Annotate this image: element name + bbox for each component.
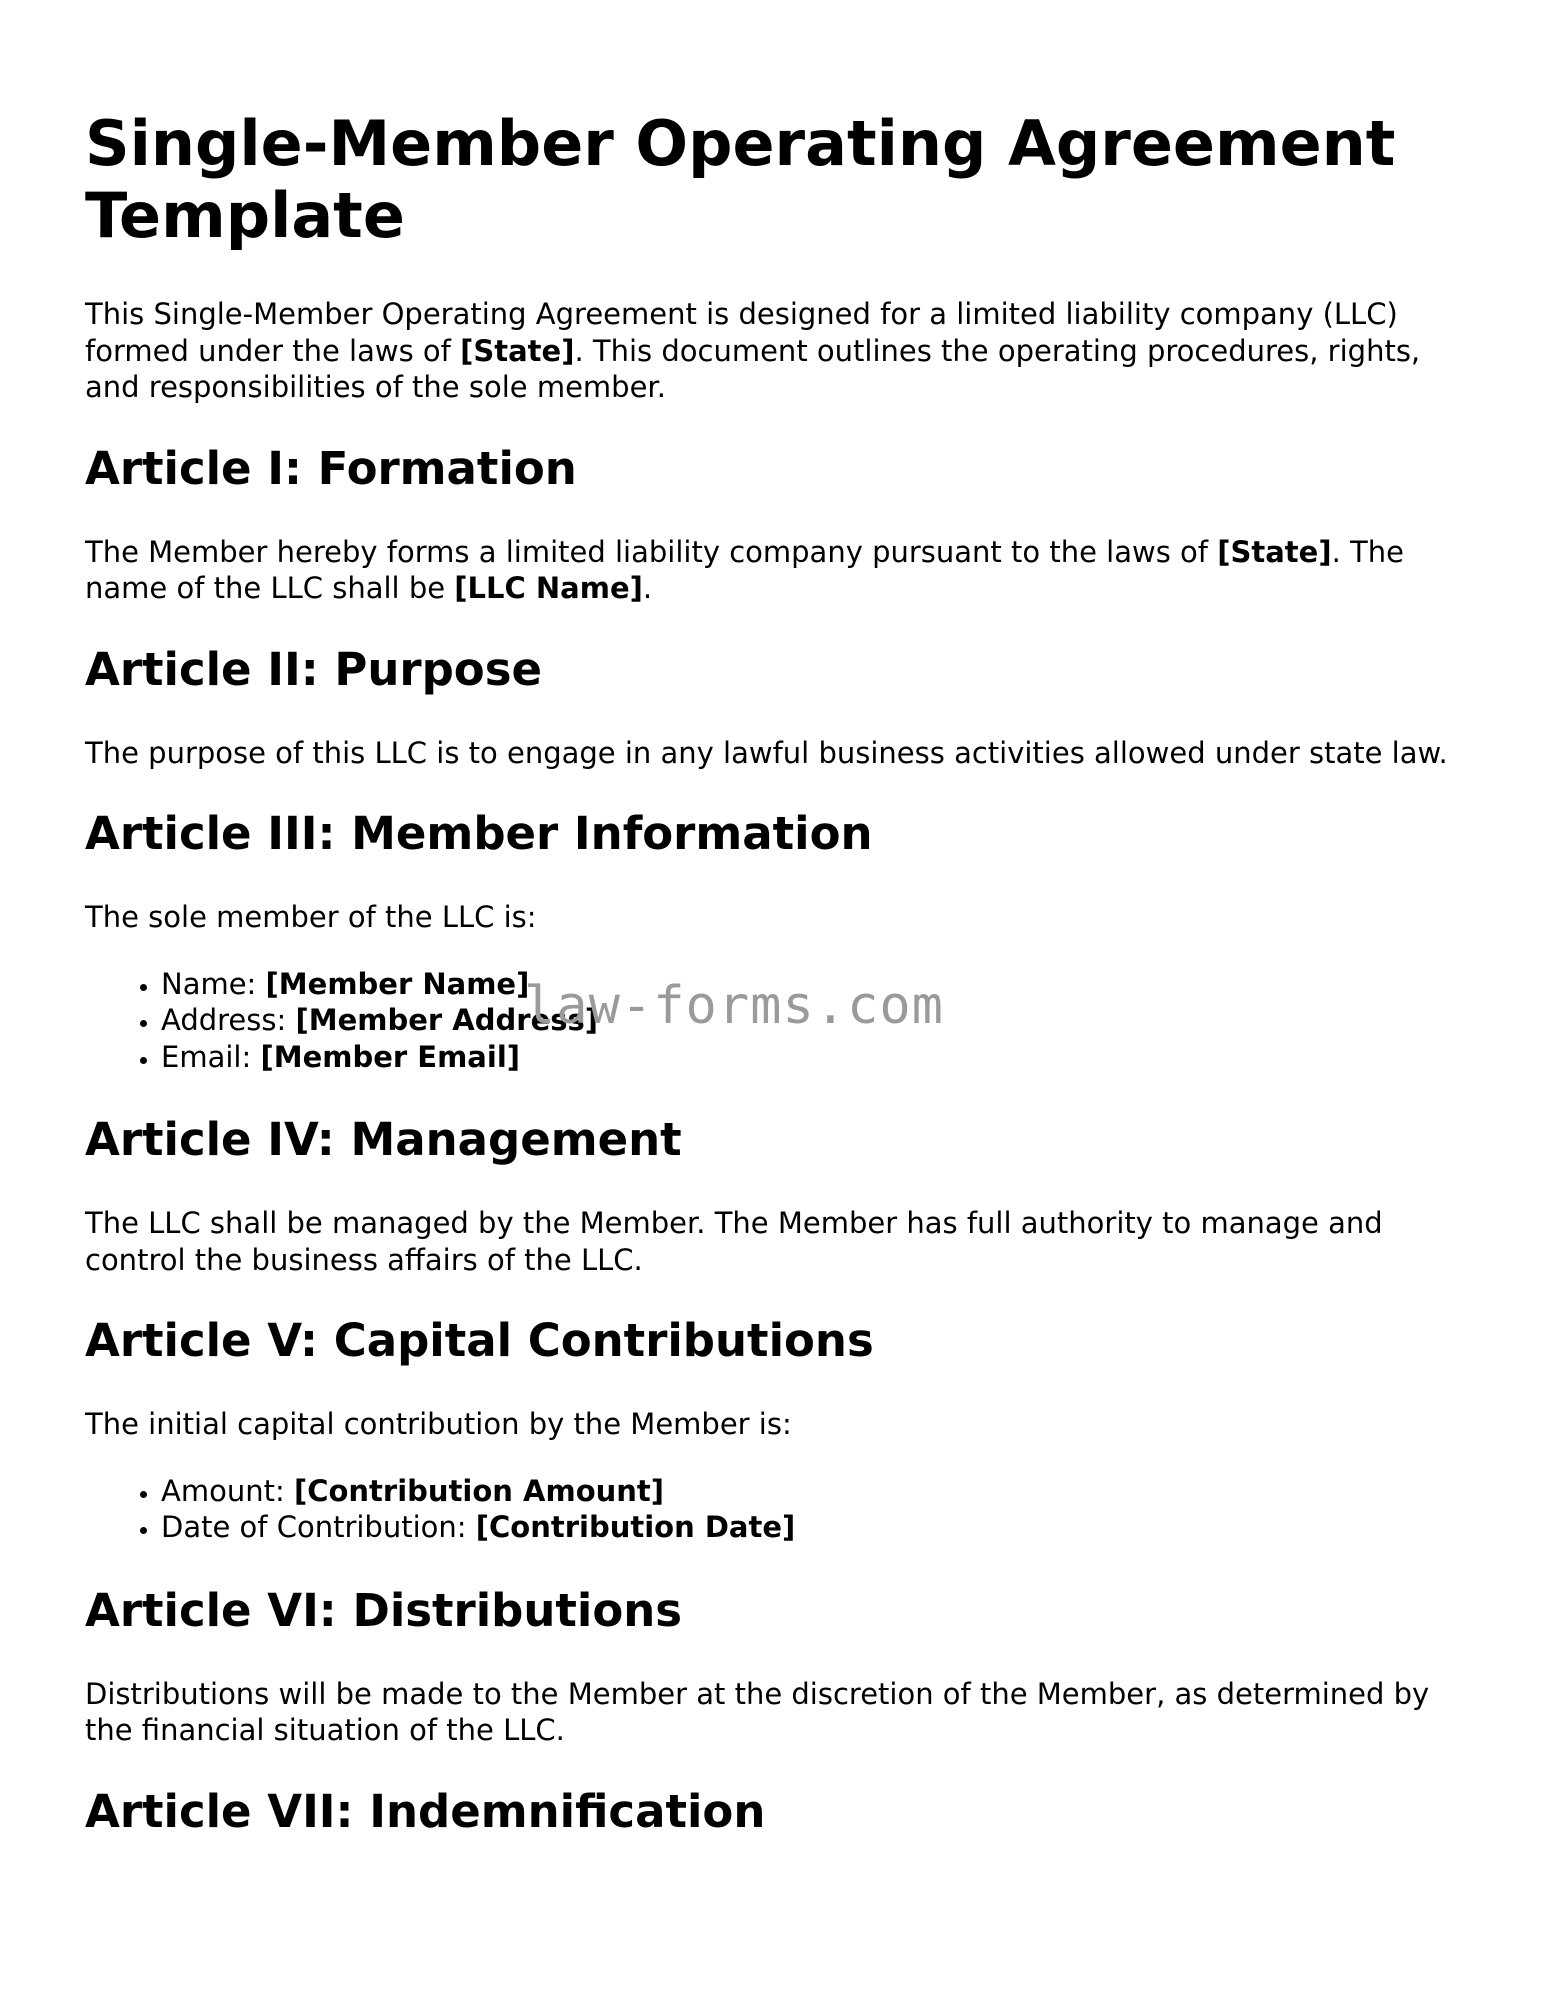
intro-text-end: . This document outlines the operating procedures, rights, and responsibilities of the sole member. [85,333,1421,404]
contribution-date-placeholder: [Contribution Date] [475,1510,796,1544]
article-1-text-part1: The Member hereby forms a limited liability company pursuant to the laws of [85,534,1218,569]
list-item-label: Name: [161,966,266,1001]
article-1-llc-name-placeholder: [LLC Name] [454,571,643,605]
article-2-heading: Article II: Purpose [85,642,543,696]
article-6-text: Distributions will be made to the Member at the discretion of the Member, as determined by the financial situation of the LLC. [85,1676,1430,1747]
intro-state-placeholder: [State] [460,333,575,368]
article-1-text-part3: . [642,571,653,605]
list-item-label: Address: [161,1003,296,1037]
page-title: Single-Member Operating Agreement Template [85,107,1396,252]
article-3-heading: Article III: Member Information [85,807,873,860]
list-item [161,1039,1475,1076]
article-4-heading: Article IV: Management [85,1113,682,1166]
list-item-label: Amount: [161,1473,294,1508]
contribution-amount-placeholder: [Contribution Amount] [293,1473,665,1508]
contribution-list [85,1473,1475,1546]
list-item [161,1509,1475,1546]
article-7-heading: Article VII: Indemnification [85,1784,766,1838]
article-2-text: The purpose of this LLC is to engage in any lawful business activities allowed under state law. [85,735,1448,770]
member-name-placeholder: [Member Name] [265,966,530,1001]
article-5-intro: The initial capital contribution by the Member is: [85,1407,792,1441]
list-item-label: Email: [161,1039,261,1074]
member-address-placeholder: [Member Address] [295,1003,599,1037]
intro-text-start: This Single-Member Operating Agreement is designed for a limited liability company (LLC) formed under the laws of [85,297,1398,368]
intro-paragraph [85,296,1475,406]
article-5-heading: Article V: Capital Contributions [85,1314,874,1367]
article-3-intro: The sole member of the LLC is: [85,900,537,934]
article-1-text [85,534,1475,607]
article-1-heading: Article I: Formation [85,441,577,495]
article-4-text: The LLC shall be managed by the Member. The Member has full authority to manage and control the business affairs of the LLC. [85,1206,1383,1277]
member-email-placeholder: [Member Email] [260,1039,521,1074]
article-1-text-part2: . The name of the LLC shall be [85,534,1404,605]
watermark: law-forms.com [524,976,944,1036]
article-6-heading: Article VI: Distributions [85,1583,683,1637]
article-1-state-placeholder: [State] [1217,534,1332,569]
list-item [161,1473,1475,1510]
list-item-label: Date of Contribution: [161,1510,476,1544]
